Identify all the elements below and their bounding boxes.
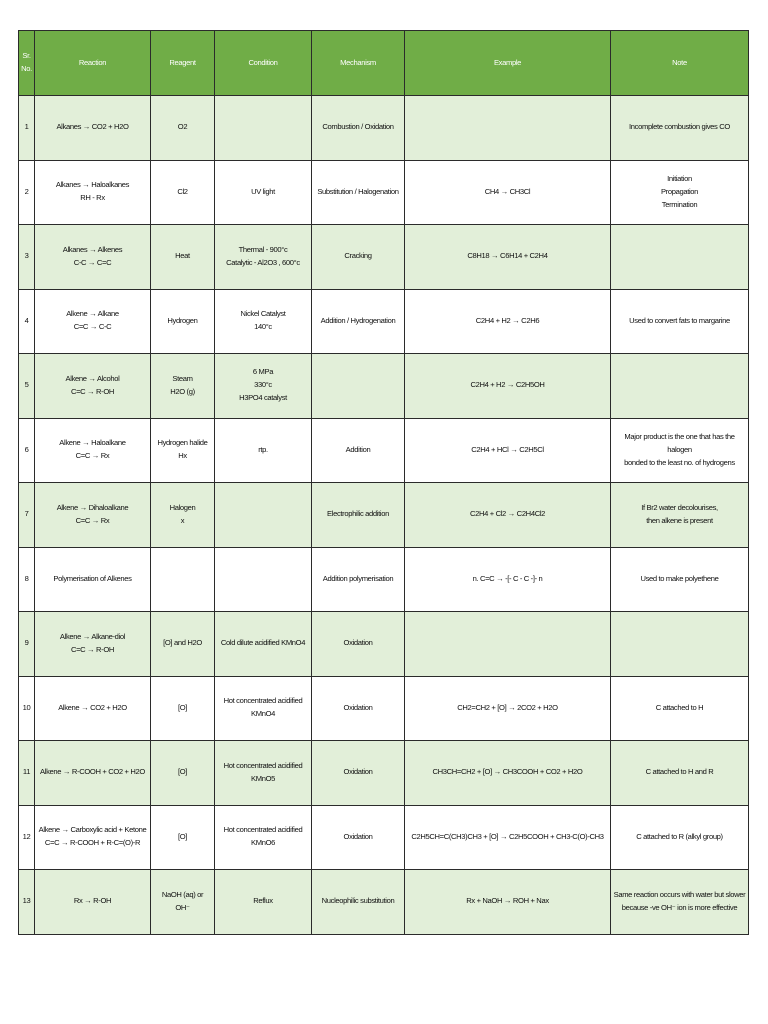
reaction-line: Alkene → CO2 + H2O <box>58 702 127 712</box>
cell-sr: 8 <box>19 547 35 612</box>
reagent-line: NaOH (aq) or <box>161 889 204 899</box>
cell-reaction <box>35 612 151 677</box>
reagent-line: Hydrogen <box>167 315 198 325</box>
cell-mechanism <box>312 676 405 741</box>
cell-sr: 11 <box>19 741 35 806</box>
cell-sr: 3 <box>19 225 35 290</box>
reaction-line: Polymerisation of Alkenes <box>53 573 132 583</box>
cell-example <box>405 418 611 483</box>
condition-line: H3PO4 catalyst <box>239 393 287 403</box>
condition-line: KMnO6 <box>251 838 275 848</box>
example-line: CH3CH=CH2 + [O] → CH3COOH + CO2 + H2O <box>432 767 583 777</box>
mechanism-line: Oxidation <box>343 831 373 841</box>
reagent-line: Hx <box>178 451 187 461</box>
header-example: Example <box>405 31 611 96</box>
cell-note <box>611 676 749 741</box>
cell-reaction <box>35 547 151 612</box>
mechanism-line: Combustion / Oxidation <box>322 122 394 132</box>
cell-note <box>611 741 749 806</box>
cell-sr: 9 <box>19 612 35 677</box>
mechanism-line: Oxidation <box>343 638 373 648</box>
example-line: C2H4 + H2 → C2H5OH <box>470 380 545 390</box>
cell-reagent <box>151 418 215 483</box>
reaction-line: RH - Rx <box>80 193 105 203</box>
reaction-line: C=C → C-C <box>73 322 112 332</box>
cell-reaction <box>35 289 151 354</box>
cell-reagent <box>151 805 215 870</box>
cell-note <box>611 354 749 419</box>
cell-reaction <box>35 676 151 741</box>
cell-sr: 1 <box>19 96 35 161</box>
reagent-line: Heat <box>175 251 190 261</box>
cell-example <box>405 96 611 161</box>
condition-line: KMnO5 <box>251 773 275 783</box>
cell-sr: 12 <box>19 805 35 870</box>
mechanism-line: Electrophilic addition <box>327 509 389 519</box>
cell-mechanism <box>312 354 405 419</box>
reaction-line: Alkene → Alkane-diol <box>59 631 126 641</box>
reaction-line: Alkene → Alcohol <box>65 373 120 383</box>
cell-condition <box>215 225 312 290</box>
cell-mechanism <box>312 741 405 806</box>
cell-reagent <box>151 225 215 290</box>
table-row <box>19 418 749 483</box>
header-mechanism: Mechanism <box>312 31 405 96</box>
table-row <box>19 547 749 612</box>
condition-line: UV light <box>251 186 275 196</box>
cell-reagent <box>151 96 215 161</box>
cell-example <box>405 225 611 290</box>
condition-line: Hot concentrated acidified <box>223 825 303 835</box>
cell-reaction <box>35 225 151 290</box>
table-row <box>19 289 749 354</box>
cell-note <box>611 805 749 870</box>
header-note: Note <box>611 31 749 96</box>
table-row <box>19 96 749 161</box>
reaction-line: C=C → Rx <box>75 515 110 525</box>
note-line: Incomplete combustion gives CO <box>629 122 730 132</box>
note-line: Initiation <box>667 173 692 183</box>
note-line: C attached to H <box>655 702 704 712</box>
cell-note <box>611 483 749 548</box>
reaction-line: C=C → R-COOH + R-C=(O)-R <box>44 838 141 848</box>
header-reaction: Reaction <box>35 31 151 96</box>
table-row <box>19 612 749 677</box>
table-row <box>19 354 749 419</box>
mechanism-line: Addition / Hydrogenation <box>320 315 396 325</box>
cell-sr: 4 <box>19 289 35 354</box>
condition-line: Hot concentrated acidified <box>223 760 303 770</box>
note-line: then alkene is present <box>646 515 713 525</box>
cell-sr: 5 <box>19 354 35 419</box>
table-row <box>19 225 749 290</box>
reagent-line: Hydrogen halide <box>157 438 208 448</box>
cell-condition <box>215 289 312 354</box>
reaction-line: Alkanes → Haloalkanes <box>55 180 130 190</box>
cell-sr: 13 <box>19 870 35 935</box>
cell-note <box>611 225 749 290</box>
table-row <box>19 676 749 741</box>
reaction-line: C=C → R-OH <box>70 386 115 396</box>
note-line: C attached to H and R <box>645 767 714 777</box>
table-row <box>19 870 749 935</box>
cell-example <box>405 354 611 419</box>
reagent-line: [O] <box>177 831 188 841</box>
condition-line: KMnO4 <box>251 709 275 719</box>
reaction-line: C-C → C=C <box>73 257 112 267</box>
cell-note <box>611 870 749 935</box>
cell-example <box>405 870 611 935</box>
cell-reagent <box>151 870 215 935</box>
reaction-line: Alkene → R-COOH + CO2 + H2O <box>40 767 145 777</box>
header-sr-no: Sr. No. <box>19 31 35 96</box>
table-row <box>19 805 749 870</box>
example-line: CH2=CH2 + [O] → 2CO2 + H2O <box>457 702 558 712</box>
cell-example <box>405 741 611 806</box>
note-line: Used to make polyethene <box>640 573 719 583</box>
cell-note <box>611 96 749 161</box>
mechanism-line: Oxidation <box>343 767 373 777</box>
cell-mechanism <box>312 418 405 483</box>
note-line: Same reaction occurs with water but slower <box>613 889 746 899</box>
header-condition: Condition <box>215 31 312 96</box>
table-body <box>19 96 749 935</box>
cell-reaction <box>35 354 151 419</box>
note-line: C attached to R (alkyl group) <box>636 831 723 841</box>
mechanism-line: Substitution / Halogenation <box>317 186 399 196</box>
table-header <box>19 31 749 96</box>
reactions-table <box>18 30 749 935</box>
condition-line: 330°c <box>254 380 272 390</box>
reagent-line: OH⁻ <box>175 902 190 912</box>
condition-line: rtp. <box>258 444 268 454</box>
cell-condition <box>215 354 312 419</box>
cell-condition <box>215 676 312 741</box>
condition-line: 6 MPa <box>252 367 274 377</box>
cell-reaction <box>35 418 151 483</box>
cell-note <box>611 612 749 677</box>
mechanism-line: Addition <box>345 444 371 454</box>
cell-reaction <box>35 805 151 870</box>
table-row <box>19 483 749 548</box>
cell-reaction <box>35 870 151 935</box>
condition-line: Thermal - 900°c <box>238 244 288 254</box>
cell-condition <box>215 96 312 161</box>
cell-mechanism <box>312 225 405 290</box>
mechanism-line: Cracking <box>344 251 372 261</box>
cell-reagent <box>151 483 215 548</box>
reagent-line: Steam <box>172 373 193 383</box>
cell-reagent <box>151 676 215 741</box>
reaction-line: C=C → R-OH <box>70 644 115 654</box>
cell-reaction <box>35 160 151 225</box>
note-line: If Br2 water decolourises, <box>641 502 718 512</box>
cell-sr: 10 <box>19 676 35 741</box>
cell-sr: 6 <box>19 418 35 483</box>
reaction-line: Rx → R-OH <box>73 896 112 906</box>
cell-mechanism <box>312 483 405 548</box>
reaction-line: Alkanes → Alkenes <box>62 244 123 254</box>
cell-sr: 7 <box>19 483 35 548</box>
cell-condition <box>215 418 312 483</box>
reagent-line: [O] <box>177 767 188 777</box>
cell-mechanism <box>312 805 405 870</box>
cell-example <box>405 289 611 354</box>
table-row <box>19 741 749 806</box>
cell-condition <box>215 160 312 225</box>
example-line: C2H4 + HCl → C2H5Cl <box>471 444 544 454</box>
reagent-line: Halogen <box>169 502 196 512</box>
cell-note <box>611 160 749 225</box>
cell-reagent <box>151 289 215 354</box>
cell-reagent <box>151 612 215 677</box>
cell-note <box>611 418 749 483</box>
cell-reagent <box>151 160 215 225</box>
cell-mechanism <box>312 289 405 354</box>
reaction-line: Alkene → Dihaloalkane <box>56 502 129 512</box>
reagent-line: [O] and H2O <box>163 638 202 648</box>
note-line: Propagation <box>660 186 699 196</box>
note-line: because -ve OH⁻ ion is more effective <box>621 902 738 912</box>
cell-example <box>405 612 611 677</box>
cell-mechanism <box>312 160 405 225</box>
example-line: C2H4 + Cl2 → C2H4Cl2 <box>469 509 546 519</box>
reagent-line: H2O (g) <box>170 386 195 396</box>
reaction-line: C=C → Rx <box>75 451 110 461</box>
cell-condition <box>215 612 312 677</box>
note-line: Used to convert fats to margarine <box>629 315 730 325</box>
cell-condition <box>215 741 312 806</box>
cell-condition <box>215 870 312 935</box>
condition-line: Catalytic - Al2O3 , 600°c <box>226 257 300 267</box>
example-line: C2H5CH=C(CH3)CH3 + [O] → C2H5COOH + CH3-C(O)-CH3 <box>411 831 604 841</box>
cell-reaction <box>35 483 151 548</box>
note-line: Termination <box>661 199 698 209</box>
example-line: C2H4 + H2 → C2H6 <box>475 315 540 325</box>
cell-mechanism <box>312 870 405 935</box>
example-line: CH4 → CH3Cl <box>484 186 531 196</box>
cell-sr: 2 <box>19 160 35 225</box>
cell-example <box>405 547 611 612</box>
example-line: C8H18 → C6H14 + C2H4 <box>467 251 548 261</box>
cell-reagent <box>151 354 215 419</box>
cell-condition <box>215 805 312 870</box>
note-line: bonded to the least no. of hydrogens <box>624 457 735 467</box>
cell-reagent <box>151 741 215 806</box>
condition-line: Hot concentrated acidified <box>223 696 303 706</box>
mechanism-line: Nucleophilic substitution <box>321 896 395 906</box>
header-row <box>19 31 749 96</box>
cell-note <box>611 547 749 612</box>
condition-line: Cold dilute acidified KMnO4 <box>220 638 306 648</box>
reaction-line: Alkene → Alkane <box>66 309 119 319</box>
cell-condition <box>215 483 312 548</box>
cell-example <box>405 676 611 741</box>
condition-line: 140°c <box>254 322 272 332</box>
reaction-line: Alkene → Haloalkane <box>59 438 126 448</box>
cell-reagent <box>151 547 215 612</box>
cell-example <box>405 483 611 548</box>
reagent-line: O2 <box>177 122 188 132</box>
mechanism-line: Oxidation <box>343 702 373 712</box>
table-row <box>19 160 749 225</box>
cell-example <box>405 805 611 870</box>
cell-reaction <box>35 96 151 161</box>
condition-line: Reflux <box>253 896 273 906</box>
cell-mechanism <box>312 547 405 612</box>
reagent-line: Cl2 <box>177 186 188 196</box>
example-line: Rx + NaOH → ROH + Nax <box>466 896 549 906</box>
reaction-line: Alkanes → CO2 + H2O <box>56 122 129 132</box>
cell-mechanism <box>312 612 405 677</box>
cell-note <box>611 289 749 354</box>
mechanism-line: Addition polymerisation <box>322 573 394 583</box>
cell-reaction <box>35 741 151 806</box>
example-line: n. C=C → -[- C - C -]- n <box>472 573 543 583</box>
cell-condition <box>215 547 312 612</box>
reaction-line: Alkene → Carboxylic acid + Ketone <box>38 825 147 835</box>
reagent-line: x <box>180 515 185 525</box>
reagent-line: [O] <box>177 702 188 712</box>
header-reagent: Reagent <box>151 31 215 96</box>
condition-line: Nickel Catalyst <box>240 309 286 319</box>
cell-example <box>405 160 611 225</box>
note-line: Major product is the one that has the halogen <box>624 431 735 454</box>
cell-mechanism <box>312 96 405 161</box>
